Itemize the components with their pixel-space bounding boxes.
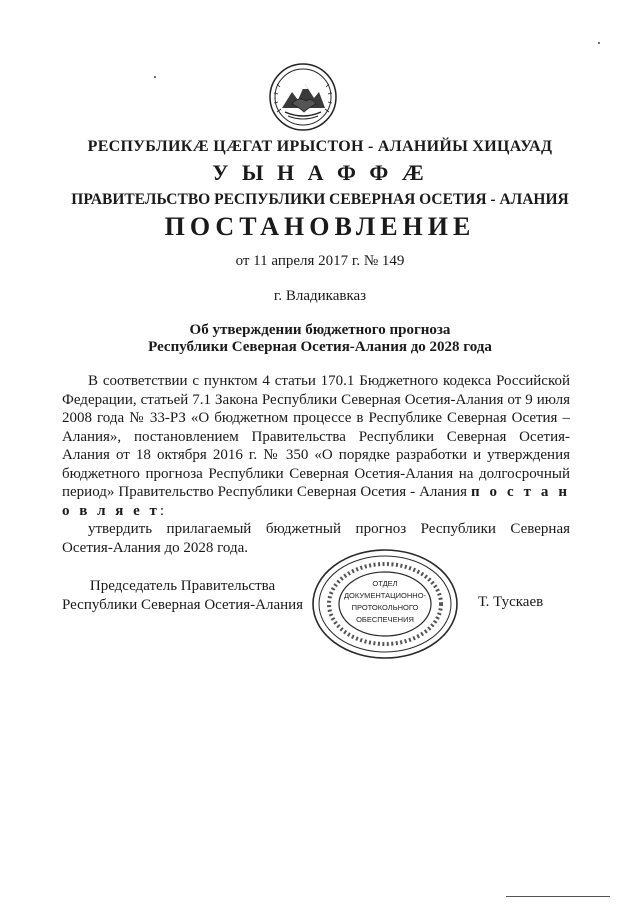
body-paragraph-1-end: : <box>159 502 165 519</box>
signatory-position <box>62 577 303 615</box>
republic-name-ossetian: РЕСПУБЛИКӔ ЦӔГАТ ИРЫСТОН - АЛАНИЙЫ ХИЦАУАД <box>87 138 553 155</box>
subject-line-2: Республики Северная Осетия-Алания до 2028 года <box>148 339 492 355</box>
decree-body <box>62 372 570 557</box>
stamp-line-4: ОБЕСПЕЧЕНИЯ <box>356 615 414 624</box>
decree-title: ПОСТАНОВЛЕНИЕ <box>164 212 476 241</box>
body-paragraph-2: утвердить прилагаемый бюджетный прогноз Республики Северная Осетия-Алания до 2028 года. <box>62 521 570 556</box>
government-title-russian: ПРАВИТЕЛЬСТВО РЕСПУБЛИКИ СЕВЕРНАЯ ОСЕТИЯ - АЛАНИЯ <box>71 191 569 208</box>
page-bottom-line <box>506 896 610 897</box>
scan-speck <box>598 42 600 44</box>
body-paragraph-1 <box>62 372 570 520</box>
city: г. Владикавказ <box>273 288 367 304</box>
coat-of-arms-emblem-icon <box>268 62 338 132</box>
scan-speck <box>154 76 156 78</box>
government-title-ossetian: У Ы Н А Ф Ф Ӕ <box>212 160 428 185</box>
signatory-name: Т. Тускаев <box>478 594 544 610</box>
body-paragraph-1-text: В соответствии с пунктом 4 статьи 170.1 Бюджетного кодекса Российской Федерации, статьей 7.1 Закона Республики Северная Осетия-Алания от 9 июля 2008 года № 33-РЗ «О бюджетном процессе в Республике Северная Осетия – Алания», постановлением Правительства Республики Северная Осетия-Алания от 18 октября 2016 г. № 350 «О порядке разработки и утверждения бюджетного прогноза Республики Северная Осетия-Алания на долгосрочный период» Правительство Республики Северная Осетия - Алания <box>62 373 570 500</box>
resolves-word: п о с т а н о в л я е т <box>62 484 570 519</box>
stamp-line-3: ПРОТОКОЛЬНОГО <box>351 603 419 612</box>
stamp-line-2: ДОКУМЕНТАЦИОННО- <box>343 591 427 600</box>
signatory-position-line-1: Председатель Правительства <box>89 578 276 594</box>
official-seal-stamp-icon <box>310 548 460 660</box>
stamp-line-1: ОТДЕЛ <box>372 579 398 588</box>
decree-date-number: от 11 апреля 2017 г. № 149 <box>235 253 405 269</box>
subject-line-1: Об утверждении бюджетного прогноза <box>189 322 451 338</box>
signatory-position-line-2: Республики Северная Осетия-Алания <box>62 597 304 613</box>
